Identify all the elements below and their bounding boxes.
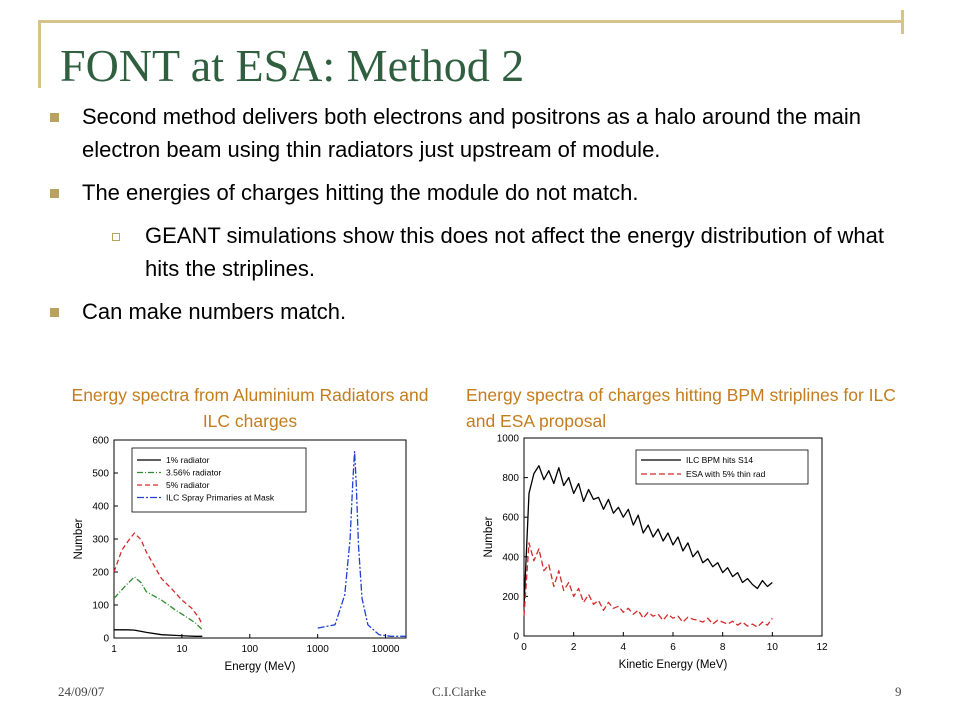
y-tick-label: 1000 [496, 433, 519, 445]
series-line [524, 466, 772, 607]
y-tick-label: 800 [502, 473, 519, 485]
frame-top-line [38, 20, 902, 23]
footer-author: C.I.Clarke [432, 684, 487, 699]
left-chart-caption: Energy spectra from Aluminium Radiators and ILC charges [71, 385, 429, 431]
legend-entry-label: 1% radiator [166, 455, 210, 465]
x-tick-label: 2 [570, 642, 577, 653]
bullet-item [50, 176, 910, 209]
bullet-item [50, 295, 910, 328]
bullet-text: Second method delivers both electrons and positrons as a halo around the main electron beam using thin radiators just upstream of module. [82, 104, 862, 162]
sub-bullet-text: GEANT simulations show this does not affect the energy distribution of what hits the striplines. [145, 223, 885, 281]
y-tick-label: 100 [92, 600, 109, 612]
bullet-list [50, 100, 910, 338]
footer-date: 24/09/07 [58, 684, 105, 699]
bullet-text: Can make numbers match. [82, 299, 347, 324]
right-chart-caption: Energy spectra of charges hitting BPM striplines for ILC and ESA proposal [466, 385, 896, 431]
y-tick-label: 500 [92, 468, 109, 480]
legend-entry-label: 3.56% radiator [166, 467, 222, 478]
square-bullet-icon [50, 308, 59, 317]
square-bullet-icon [50, 189, 59, 198]
x-axis-label: Energy (MeV) [224, 661, 296, 673]
square-bullet-icon [50, 113, 59, 122]
slide-title: FONT at ESA: Method 2 [60, 40, 525, 91]
legend-entry-label: ILC BPM hits S14 [686, 455, 754, 465]
bullet-text: The energies of charges hitting the module do not match. [82, 180, 639, 205]
legend-entry-label: ESA with 5% thin rad [686, 469, 766, 479]
y-axis-label: Number [73, 518, 85, 560]
y-tick-label: 200 [92, 567, 109, 579]
hollow-square-bullet-icon [112, 233, 120, 241]
series-line [114, 533, 202, 625]
radiator-energy-spectrum-chart [56, 432, 418, 674]
x-axis-label: Kinetic Energy (MeV) [618, 659, 728, 671]
y-tick-label: 0 [103, 633, 109, 645]
x-tick-label: 100 [241, 644, 259, 655]
sub-bullet-item [50, 219, 910, 285]
y-tick-label: 600 [502, 512, 519, 524]
series-line [524, 543, 772, 627]
legend-entry-label: ILC Spray Primaries at Mask [166, 492, 275, 503]
frame-left-line [38, 20, 41, 88]
x-tick-label: 4 [620, 642, 627, 653]
y-tick-label: 400 [92, 501, 109, 513]
x-tick-label: 8 [719, 642, 726, 653]
x-tick-label: 10 [766, 642, 778, 653]
bullet-item [50, 100, 910, 166]
series-line [318, 452, 406, 637]
x-tick-label: 10 [176, 644, 188, 655]
y-tick-label: 300 [92, 534, 109, 546]
y-tick-label: 600 [92, 435, 109, 447]
x-tick-label: 0 [521, 642, 527, 653]
x-tick-label: 12 [816, 642, 828, 653]
x-tick-label: 1 [111, 644, 117, 655]
bpm-stripline-energy-chart [462, 428, 834, 676]
frame-right-line [901, 10, 904, 34]
series-line [114, 577, 202, 630]
y-tick-label: 400 [502, 552, 519, 564]
legend-entry-label: 5% radiator [166, 480, 210, 490]
y-axis-label: Number [483, 516, 495, 558]
x-tick-label: 6 [670, 642, 676, 653]
y-tick-label: 200 [502, 591, 519, 603]
footer-page-number: 9 [895, 684, 902, 699]
x-tick-label: 10000 [371, 644, 400, 655]
x-tick-label: 1000 [306, 644, 329, 655]
y-tick-label: 0 [513, 631, 519, 643]
series-line [114, 630, 202, 637]
